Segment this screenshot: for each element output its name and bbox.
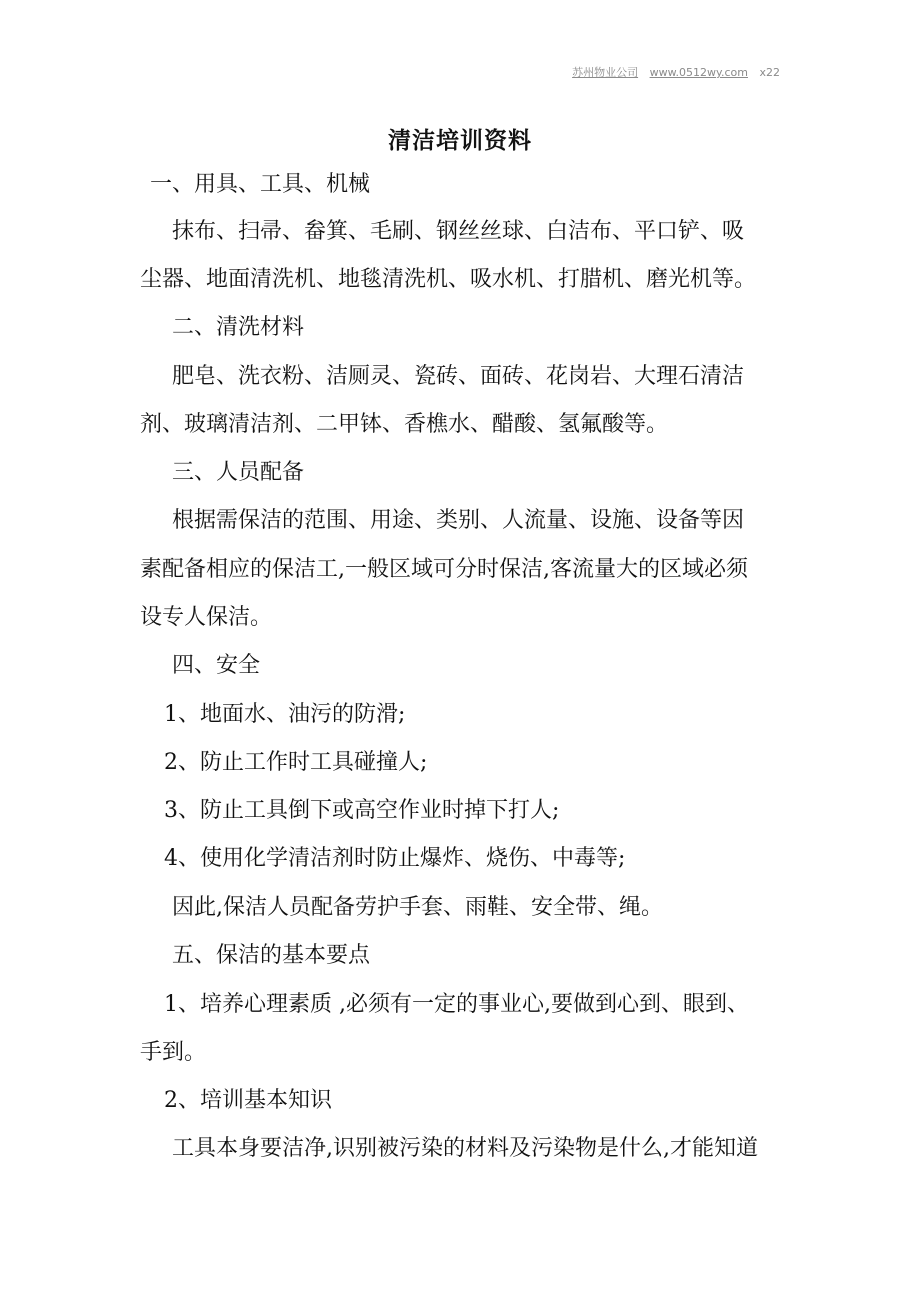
list-item: 2、防止工作时工具碰撞人; — [164, 750, 428, 775]
paragraph-line: 根据需保洁的范围、用途、类别、人流量、设施、设备等因 — [172, 508, 745, 533]
list-item: 1、地面水、油污的防滑; — [164, 702, 406, 727]
section-heading: 三、人员配备 — [172, 460, 305, 485]
company-link[interactable]: 苏州物业公司 — [572, 66, 639, 79]
page-header — [572, 64, 780, 80]
paragraph-line: 抹布、扫帚、畚箕、毛刷、钢丝丝球、白洁布、平口铲、吸 — [172, 219, 745, 244]
section-heading: 四、安全 — [172, 653, 261, 678]
paragraph-line: 剂、玻璃清洁剂、二甲钵、香樵水、醋酸、氢氟酸等。 — [140, 412, 669, 437]
page-code: x22 — [759, 66, 780, 79]
list-item: 4、使用化学清洁剂时防止爆炸、烧伤、中毒等; — [164, 846, 626, 871]
list-item: 3、防止工具倒下或高空作业时掉下打人; — [164, 798, 560, 823]
section-heading: 五、保洁的基本要点 — [172, 943, 371, 968]
section-heading: 一、用具、工具、机械 — [150, 172, 371, 197]
paragraph-line: 因此,保洁人员配备劳护手套、雨鞋、安全带、绳。 — [172, 895, 663, 920]
list-item: 2、培训基本知识 — [164, 1088, 332, 1113]
paragraph-line: 设专人保洁。 — [140, 605, 273, 630]
section-heading: 二、清洗材料 — [172, 315, 305, 340]
paragraph-line: 尘器、地面清洗机、地毯清洗机、吸水机、打腊机、磨光机等。 — [140, 267, 757, 292]
paragraph-line: 手到。 — [140, 1040, 207, 1065]
paragraph-line: 工具本身要洁净,识别被污染的材料及污染物是什么,才能知道 — [172, 1136, 758, 1161]
list-item: 1、培养心理素质 ,必须有一定的事业心,要做到心到、眼到、 — [164, 992, 749, 1017]
website-link[interactable]: www.0512wy.com — [649, 66, 748, 79]
paragraph-line: 肥皂、洗衣粉、洁厕灵、瓷砖、面砖、花岗岩、大理石清洁 — [172, 364, 745, 389]
paragraph-line: 素配备相应的保洁工,一般区域可分时保洁,客流量大的区域必须 — [140, 557, 748, 582]
document-title: 清洁培训资料 — [388, 127, 532, 154]
